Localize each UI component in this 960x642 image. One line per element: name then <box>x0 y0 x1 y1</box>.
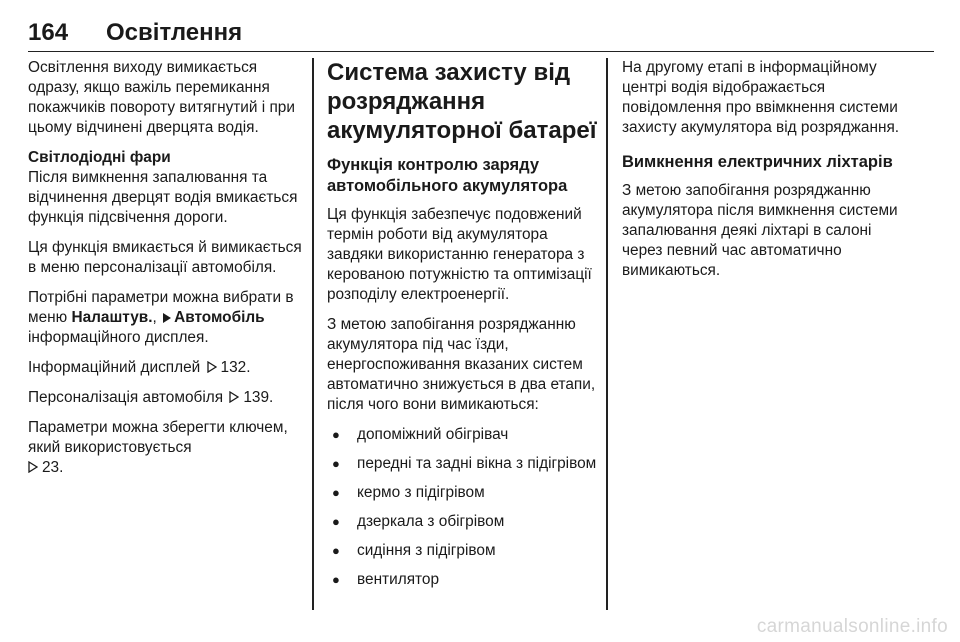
subheading-charge-control: Функція контролю заряду автомобільного акумулятора <box>327 156 568 195</box>
column-divider-1 <box>312 58 314 610</box>
paragraph-load-shedding: З метою запобігання розряджанню акумулятора під час їзди, енергоспоживання вказаних систем автоматично знижується в два етапи, після чого вони вимикаються: <box>327 316 596 413</box>
menu-settings-link: Налаштув. <box>71 309 153 326</box>
column-right <box>622 58 912 291</box>
page-title: Освітлення <box>106 19 243 46</box>
list-item: ● допоміжний обігрівач <box>327 425 597 445</box>
column-left <box>28 58 304 488</box>
paragraph-exit-lighting: Освітлення виходу вимикається одразу, якщо важіль перемикання покажчиків повороту витягнутий і при цьому відчинені дверцята водія. <box>28 59 295 136</box>
paragraph-path-lighting: Після вимкнення запалювання та відчинення дверцят водія вмикається функція підсвічення дороги. <box>28 169 298 226</box>
watermark: carmanualsonline.info <box>756 616 948 637</box>
column-middle <box>327 58 597 599</box>
reference-personalization: Персоналізація автомобіля 139. <box>28 389 274 406</box>
list-item: ● сидіння з підігрівом <box>327 541 597 561</box>
subheading-led-headlights: Світлодіодні фари <box>28 149 171 166</box>
page-header <box>28 14 934 52</box>
page-number: 164 <box>28 19 69 46</box>
page-reference-icon <box>28 461 38 473</box>
paragraph-charge-control: Ця функція забезпечує подовжений термін роботи від акумулятора завдяки використанню генератора з керованою потужністю та оптимізації розподілу електроенергії. <box>327 206 592 303</box>
consumer-list <box>327 425 597 590</box>
reference-key: Параметри можна зберегти ключем, який використовується 23. <box>28 419 288 476</box>
reference-info-display: Інформаційний дисплей 132. <box>28 359 251 376</box>
column-divider-2 <box>606 58 608 610</box>
list-item: ● передні та задні вікна з підігрівом <box>327 454 597 474</box>
paragraph-lights-off: З метою запобігання розряджанню акумулятора після вимкнення системи запалювання деякі ліхтарі в салоні через певний час автоматично вимикаються. <box>622 182 898 279</box>
paragraph-second-stage: На другому етапі в інформаційному центрі водія відображається повідомлення про ввімкнення системи захисту акумулятора від розряджання. <box>622 59 900 136</box>
page-reference-icon <box>207 361 217 373</box>
section-heading-battery-protection: Система захисту від розряджання акумуляторної батареї <box>327 59 597 144</box>
list-item: ● кермо з підігрівом <box>327 483 597 503</box>
subheading-lights-off: Вимкнення електричних ліхтарів <box>622 153 893 171</box>
paragraph-personalization-menu: Ця функція вмикається й вимикається в меню персоналізації автомобіля. <box>28 239 302 276</box>
list-item: ● вентилятор <box>327 570 597 590</box>
list-item: ● дзеркала з обігрівом <box>327 512 597 532</box>
menu-arrow-icon <box>163 313 171 323</box>
menu-vehicle-link: Автомобіль <box>174 309 265 326</box>
paragraph-menu-path: Потрібні параметри можна вибрати в меню Налаштув., Автомобіль інформаційного дисплея. <box>28 289 294 346</box>
page-reference-icon <box>229 391 239 403</box>
